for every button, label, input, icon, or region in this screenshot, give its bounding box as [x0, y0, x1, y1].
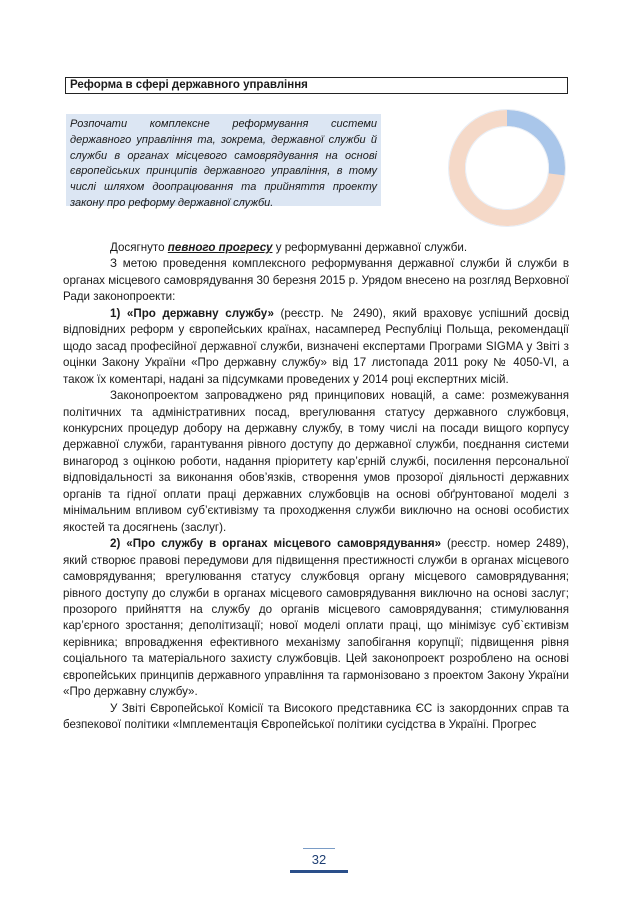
paragraph-intro: З метою проведення комплексного реформування державної служби й служби в органах місцевого самоврядування 30 березня 2015 р. Урядом внесено на розгляд Верховної Ради законопроекти: — [63, 257, 569, 304]
p1-after: у реформуванні державної служби. — [272, 241, 468, 254]
section-title: Реформа в сфері державного управління — [65, 77, 568, 94]
paragraph-innovations: Законопроектом запроваджено ряд принципових новацій, а саме: розмежування політичних та адміністративних посад, врегулювання статусу державного службовця, конкурсних процедур добору на державну службу, в тому числі на посади вищого корпусу державної служби, гарантування рівного доступу до державної служби, поєднання системи винагород з оцінкою роботи, надання пріоритету кар’єрній службі, посилення персональної відповідальності за виконання обов’язків, створення умов прозорої діяльності державних органів та гідної оплати праці державних службовців на основі обґрунтованої моделі з мінімальним впливом суб’єктивізму та проходження служби виключно на основі особистих якостей та досягнень (заслуг). — [63, 389, 569, 534]
paragraph-progress — [63, 240, 569, 256]
progress-donut — [447, 108, 567, 228]
paragraph-law-local-government — [63, 536, 569, 701]
page-number-bar — [290, 870, 348, 873]
p1-before: Досягнуто — [110, 241, 168, 254]
law-description-local-government: (реєстр. номер 2489), який створює правові передумови для підвищення престижності служби в органах місцевого самоврядування; врегулювання статусу службовця органу місцевого самоврядування; рівного доступу до служби в органах місцевого самоврядування виключно на основі заслуг; прозорого прийняття на службу до органів місцевого самоврядування; стимулювання кар’єрного зростання; деполітизації; нової моделі оплати праці, що мінімізує суб`єктивізм керівника; впровадження ефективного механізму запобігання корупції; підвищення рівня соціального та матеріального захисту службовців. Цей законопроект розроблено на основі європейських принципів державного управління та гармонізовано з проектом Закону України «Про державну службу». — [63, 537, 570, 699]
page-number: 32 — [311, 852, 327, 867]
law-description-civil-service: (реєстр. № 2490), який враховує успішний досвід відповідних реформ у європейських країнах, насамперед Республіці Польща, рекомендації щодо засад професійної державної служби, визначені експертами Програми SIGMA у Звіті з оцінки Закону України «Про державну службу» від 17 листопада 2011 року № 4050-VI, а також їх коментарі, надані за підсумками проведених у 2014 році експертних місій. — [63, 306, 569, 386]
law-title-local-government: 2) «Про службу в органах місцевого самоврядування» — [110, 537, 442, 551]
law-title-civil-service: 1) «Про державну службу» — [110, 306, 274, 320]
progress-emphasis: певного прогресу — [167, 241, 273, 254]
donut-inner-ring — [466, 127, 549, 210]
paragraph-eu-report: У Звіті Європейської Комісії та Високого представника ЄС із закордонних справ та безпекової політики «Імплементація Європейської політики сусідства в Україні. Прогрес — [63, 701, 569, 732]
page-number-line-top — [303, 848, 335, 849]
summary-box: Розпочати комплексне реформування системи державного управління та, зокрема, державної служби й служби в органах місцевого самоврядування на основі європейських принципів державного управління, в тому числі шляхом доопрацювання та прийняття проекту закону про реформу державної служби. — [66, 114, 381, 206]
paragraph-law-civil-service — [63, 306, 569, 388]
body-text — [63, 240, 569, 734]
